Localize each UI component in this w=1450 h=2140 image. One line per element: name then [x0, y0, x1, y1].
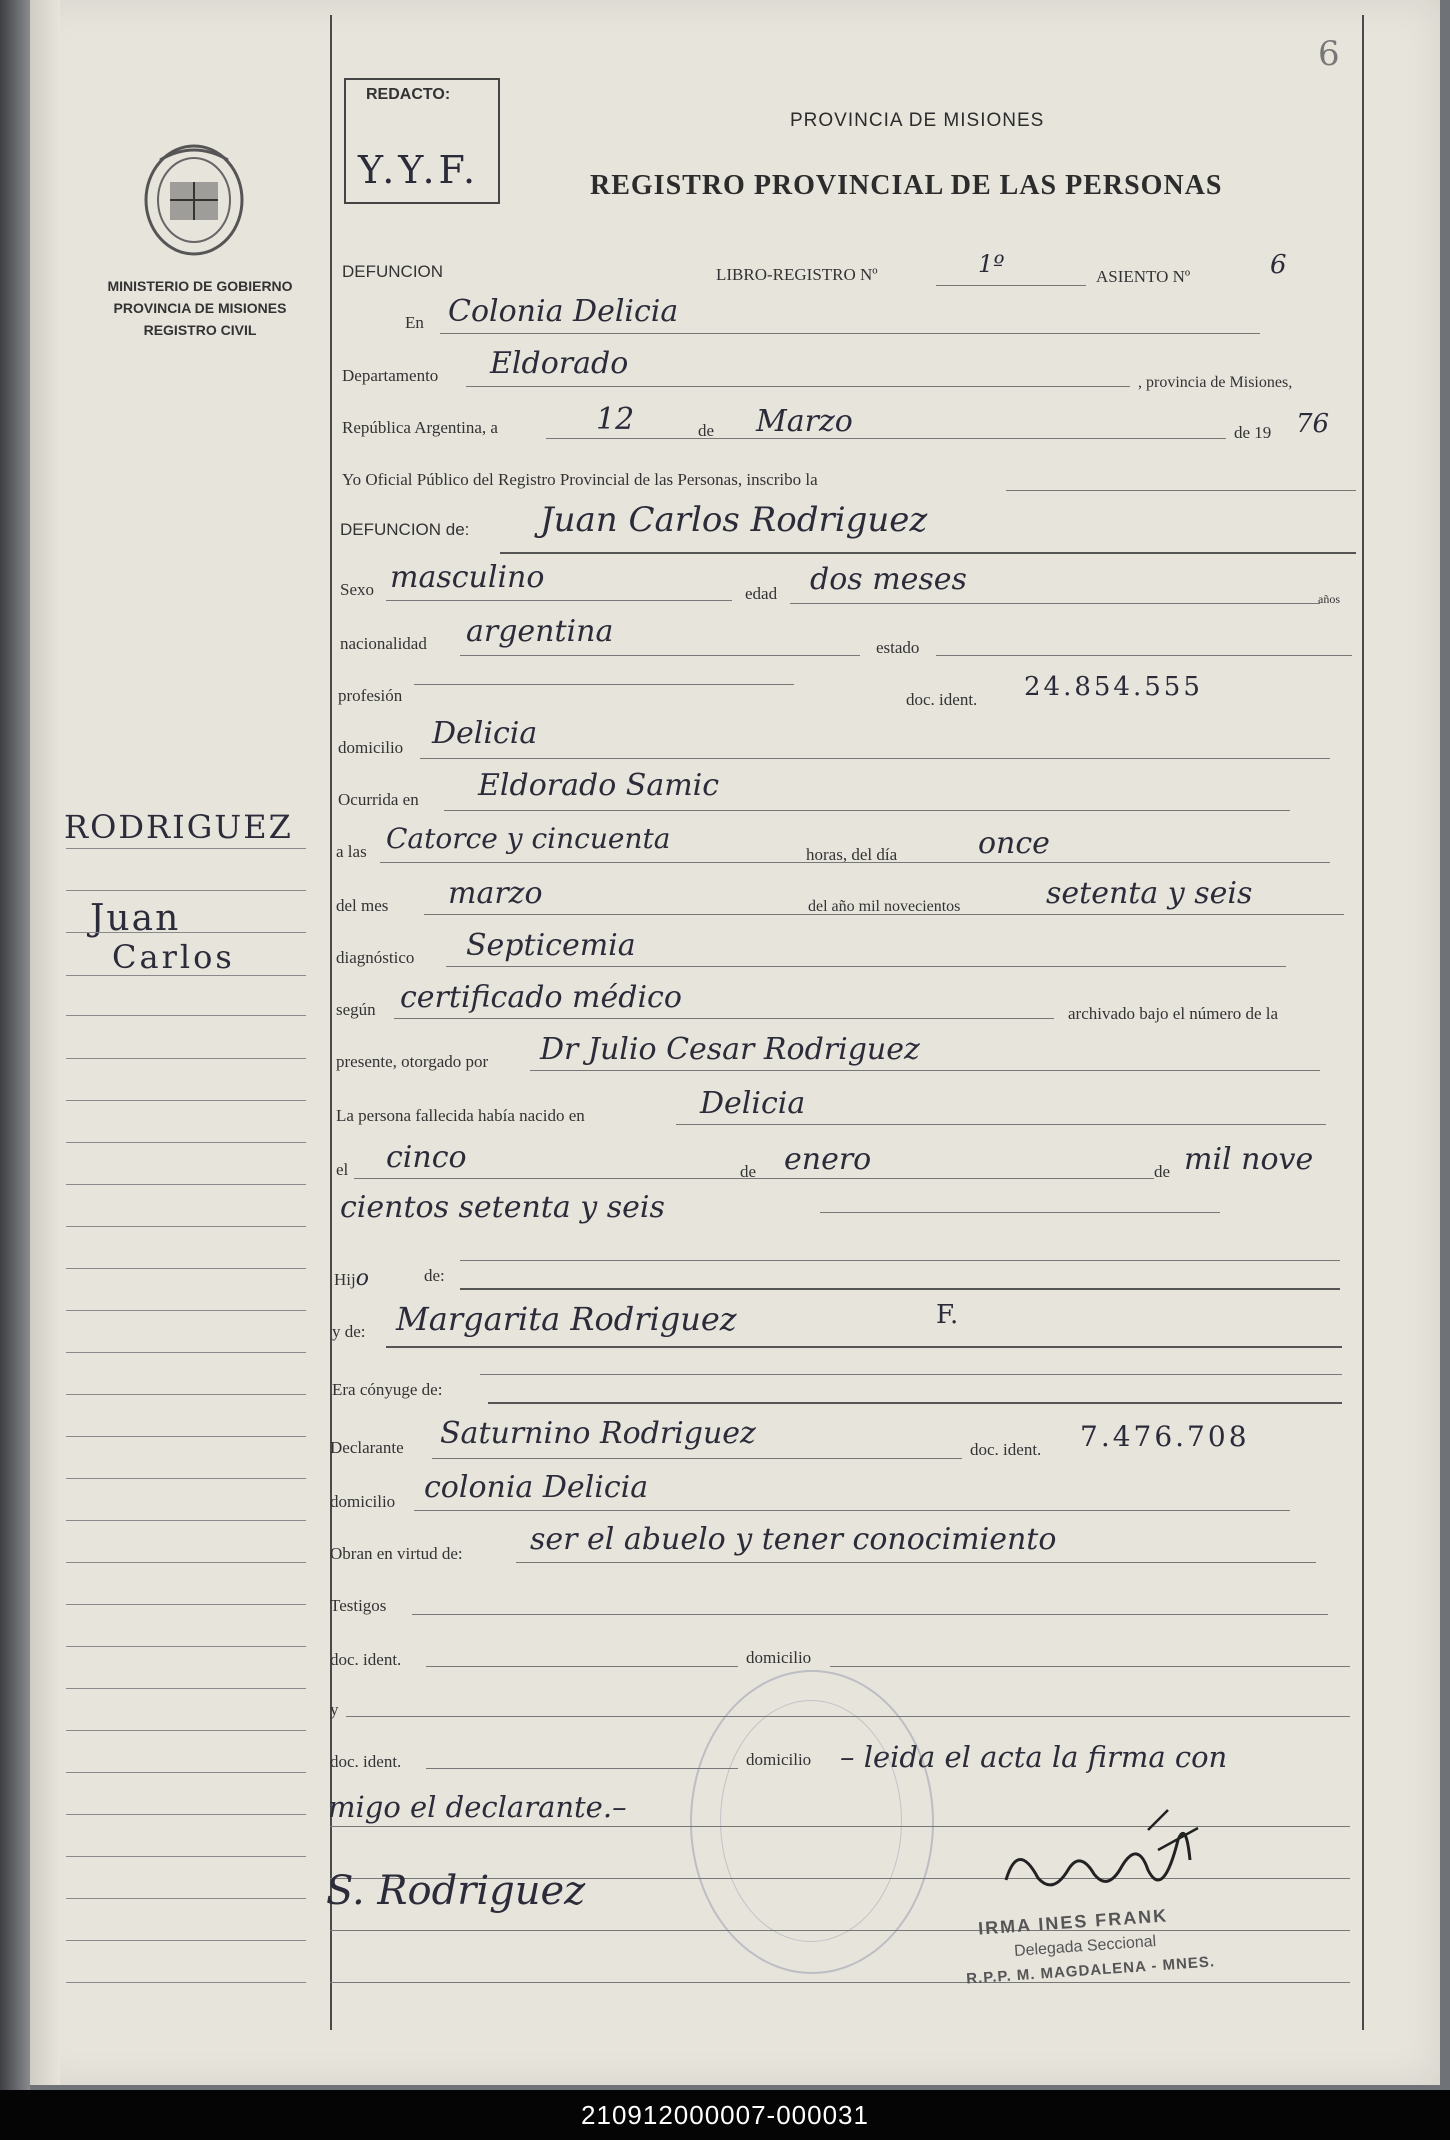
anio-value: 76: [1296, 409, 1330, 439]
official-role: Delegada Seccional: [1013, 1933, 1157, 1960]
alas-label: a las: [336, 842, 367, 861]
ministry-line3: REGISTRO CIVIL: [143, 322, 257, 338]
delanio-label: del año mil novecientos: [808, 898, 961, 915]
doc-ident2-value: 7.476.708: [1080, 1420, 1250, 1453]
en-label: En: [405, 313, 424, 332]
official-stamp-inner: [720, 1700, 902, 1942]
obran-value: ser el abuelo y tener conocimiento: [530, 1522, 1057, 1557]
anio-nac-value2: cientos setenta y seis: [340, 1190, 665, 1225]
hora-value: Catorce y cincuenta: [386, 822, 671, 855]
mes-nac-value: enero: [784, 1142, 872, 1177]
republica-label: República Argentina, a: [342, 418, 498, 437]
dia-value: 12: [596, 402, 635, 437]
declarante-value: Saturnino Rodriguez: [440, 1416, 756, 1451]
domicilio4-label: domicilio: [746, 1750, 812, 1769]
coat-of-arms-icon: [140, 140, 248, 258]
diagnostico-value: Septicemia: [466, 928, 636, 963]
right-border-line: [1362, 15, 1364, 2030]
en-value: Colonia Delicia: [448, 294, 679, 329]
ministry-line1: MINISTERIO DE GOBIERNO: [107, 278, 293, 294]
asiento-value: 6: [1270, 250, 1287, 280]
horas-label: horas, del día: [806, 845, 898, 864]
estado-label: estado: [876, 638, 920, 657]
ocurrida-label: Ocurrida en: [338, 790, 419, 809]
testigos-label: Testigos: [330, 1596, 387, 1615]
doc-ident-label: doc. ident.: [906, 690, 978, 709]
mes-ocurrida-value: marzo: [448, 876, 543, 911]
margin-surname: RODRIGUEZ: [64, 808, 293, 846]
hijo-label: [334, 1266, 369, 1291]
doc-ident3-label: doc. ident.: [330, 1650, 402, 1669]
departamento-label: Departamento: [342, 366, 439, 385]
y-label: y: [330, 1700, 339, 1719]
page-fold: [30, 0, 60, 2085]
official-name: IRMA INES FRANK: [977, 1905, 1169, 1939]
official-signature-icon: [998, 1800, 1208, 1910]
image-caption: 210912000007-000031: [0, 2090, 1450, 2140]
redacto-initials: Y.Y.F.: [358, 148, 480, 192]
edad-value: dos meses: [810, 562, 967, 597]
nacido-value: Delicia: [700, 1086, 806, 1121]
header-title: REGISTRO PROVINCIAL DE LAS PERSONAS: [590, 170, 1223, 201]
yde-value: Margarita Rodriguez: [396, 1300, 737, 1338]
dia-ocurrida-value: once: [978, 826, 1050, 861]
diagnostico-label: diagnóstico: [336, 948, 415, 967]
obran-label: Obran en virtud de:: [330, 1544, 463, 1563]
nacido-label: La persona fallecida había nacido en: [336, 1106, 585, 1125]
nacionalidad-label: nacionalidad: [340, 634, 427, 653]
departamento-value: Eldorado: [490, 346, 629, 381]
yde-extra: F.: [936, 1300, 959, 1330]
de19-label: de 19: [1234, 423, 1272, 442]
hijo-suffix: o: [355, 1266, 369, 1291]
doc-ident-value: 24.854.555: [1024, 672, 1203, 702]
header-province: PROVINCIA DE MISIONES: [790, 110, 1045, 131]
ministry-line2: PROVINCIA DE MISIONES: [113, 300, 287, 316]
anio-nac-value1: mil nove: [1184, 1142, 1314, 1177]
mes-value: Marzo: [756, 404, 853, 439]
provincia-label: , provincia de Misiones,: [1138, 374, 1293, 391]
profesion-label: profesión: [338, 686, 403, 705]
segun-value: certificado médico: [400, 980, 682, 1015]
hijo-prefix: Hij: [334, 1270, 356, 1289]
delmes-label: del mes: [336, 896, 389, 915]
libro-label: LIBRO-REGISTRO Nº: [716, 265, 878, 284]
archivado-label: archivado bajo el número de la: [1068, 1004, 1279, 1023]
edad-label: edad: [745, 584, 778, 603]
declarante-signature: S. Rodriguez: [326, 1868, 586, 1914]
anio-ocurrida-value: setenta y seis: [1046, 876, 1253, 911]
presente-label: presente, otorgado por: [336, 1052, 489, 1071]
ocurrida-value: Eldorado Samic: [478, 768, 720, 803]
domicilio2-value: colonia Delicia: [424, 1470, 649, 1505]
defuncion-de-label: DEFUNCION de:: [340, 520, 470, 539]
conyuge-label: Era cónyuge de:: [332, 1380, 443, 1399]
domicilio3-label: domicilio: [746, 1648, 812, 1667]
margin-given-name-1: Juan: [90, 898, 181, 939]
leida-value1: – leida el acta la firma con: [840, 1740, 1228, 1774]
hijo-de-label: de:: [424, 1266, 445, 1285]
el-value: cinco: [386, 1140, 467, 1175]
libro-value: 1º: [978, 250, 1005, 278]
presente-value: Dr Julio Cesar Rodriguez: [540, 1032, 920, 1067]
margin-divider-line: [330, 15, 332, 2030]
book-edge: [0, 0, 30, 2090]
domicilio2-label: domicilio: [330, 1492, 396, 1511]
segun-label: según: [336, 1000, 376, 1019]
doc-ident4-label: doc. ident.: [330, 1752, 402, 1771]
official-office: R.P.P. M. MAGDALENA - MNES.: [965, 1953, 1216, 1988]
yo-oficial-text: Yo Oficial Público del Registro Provincial de las Personas, inscribo la: [342, 470, 818, 489]
declarante-label: Declarante: [330, 1438, 404, 1457]
ministry-block: [70, 275, 330, 341]
defuncion-de-value: Juan Carlos Rodriguez: [540, 500, 928, 540]
anos-label: años: [1318, 592, 1340, 606]
defuncion-label: DEFUNCION: [342, 262, 444, 281]
sexo-label: Sexo: [340, 580, 374, 599]
de3-label: de: [1154, 1162, 1171, 1181]
de2-label: de: [740, 1162, 757, 1181]
margin-given-name-2: Carlos: [112, 938, 235, 976]
redacto-label: REDACTO:: [366, 86, 451, 103]
el-label: el: [336, 1160, 349, 1179]
asiento-label: ASIENTO Nº: [1096, 267, 1191, 286]
page-number: 6: [1318, 34, 1340, 74]
doc-ident2-label: doc. ident.: [970, 1440, 1042, 1459]
leida-value2: migo el declarante.–: [328, 1790, 627, 1824]
domicilio-value: Delicia: [432, 716, 538, 751]
domicilio-label: domicilio: [338, 738, 404, 757]
yde-label: y de:: [332, 1322, 366, 1341]
sexo-value: masculino: [390, 560, 545, 595]
nacionalidad-value: argentina: [466, 614, 614, 649]
de-label: de: [698, 421, 715, 440]
